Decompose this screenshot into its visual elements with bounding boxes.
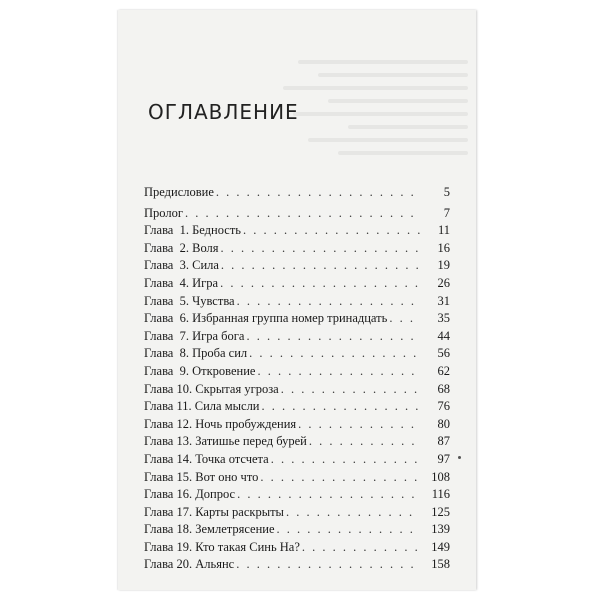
- toc-entry-page: 158: [431, 557, 450, 572]
- toc-entry: [144, 433, 450, 451]
- dot-leader: [302, 539, 420, 557]
- toc-entry-label: Пролог: [144, 205, 183, 220]
- toc-entry-label: Глава 18. Землетрясение: [144, 522, 275, 537]
- toc-entry-label: Глава 15. Вот оно что: [144, 469, 259, 484]
- toc-entry: [144, 275, 450, 293]
- toc-entry-page: 11: [437, 223, 450, 238]
- toc-entry-page: 87: [437, 434, 450, 449]
- toc-entry-label: Глава 9. Откровение: [144, 363, 256, 378]
- toc-entry-page: 16: [437, 240, 450, 255]
- dot-leader: [281, 381, 420, 399]
- toc-entry: [144, 328, 450, 346]
- toc-entry-label: Глава 13. Затишье перед бурей: [144, 434, 307, 449]
- toc-entry: [144, 310, 450, 328]
- dot-leader: [271, 451, 420, 469]
- toc-entry-label: Глава 8. Проба сил: [144, 346, 248, 361]
- toc-entry-page: 19: [437, 258, 450, 273]
- toc-entry-page: 139: [431, 522, 450, 537]
- toc-entry-page: 80: [437, 416, 450, 431]
- toc-entry-page: 97: [437, 451, 450, 466]
- toc-entry: [144, 398, 450, 416]
- toc-entry: [144, 293, 450, 311]
- toc-entry: [144, 222, 450, 240]
- toc-entry-label: Глава 17. Карты раскрыты: [144, 504, 284, 519]
- toc-entry-label: Глава 20. Альянс: [144, 557, 235, 572]
- toc-entry: [144, 345, 450, 363]
- page-speck: [458, 456, 461, 459]
- toc-entry: [144, 504, 450, 522]
- toc-entry: [144, 381, 450, 399]
- dot-leader: [249, 345, 420, 363]
- toc-entry-label: Глава 1. Бедность: [144, 223, 241, 238]
- toc-entry-label: Глава 6. Избранная группа номер тринадцать: [144, 311, 388, 326]
- toc-entry-page: 68: [437, 381, 450, 396]
- dot-leader: [246, 328, 420, 346]
- toc-entry-label: Глава 19. Кто такая Синь На?: [144, 539, 300, 554]
- dot-leader: [309, 433, 420, 451]
- toc-entry: [144, 556, 450, 574]
- toc-entry-page: 7: [443, 205, 450, 220]
- dot-leader: [216, 184, 420, 202]
- toc-entry-label: Глава 2. Воля: [144, 240, 219, 255]
- toc-entry: [144, 486, 450, 504]
- dot-leader: [262, 398, 421, 416]
- toc-entry: [144, 469, 450, 487]
- toc-entry: [144, 240, 450, 258]
- dot-leader: [257, 363, 420, 381]
- dot-leader: [220, 275, 420, 293]
- dot-leader: [243, 222, 420, 240]
- toc-entry-label: Глава 11. Сила мысли: [144, 399, 260, 414]
- dot-leader: [221, 257, 420, 275]
- toc-entry: [144, 363, 450, 381]
- toc-entry-label: Глава 7. Игра бога: [144, 328, 245, 343]
- toc-entry: [144, 416, 450, 434]
- toc-entry-label: Глава 10. Скрытая угроза: [144, 381, 279, 396]
- toc-entry-page: 116: [431, 487, 450, 502]
- table-of-contents: [144, 184, 450, 574]
- toc-entry-label: Глава 5. Чувства: [144, 293, 235, 308]
- dot-leader: [237, 486, 420, 504]
- toc-entry-label: Глава 16. Допрос: [144, 487, 236, 502]
- page-title: ОГЛАВЛЕНИЕ: [148, 100, 299, 124]
- toc-entry-page: 149: [431, 539, 450, 554]
- toc-entry-page: 44: [437, 328, 450, 343]
- dot-leader: [286, 504, 420, 522]
- dot-leader: [298, 416, 420, 434]
- dot-leader: [260, 469, 420, 487]
- dot-leader: [237, 293, 420, 311]
- dot-leader: [236, 556, 420, 574]
- toc-entry-label: Глава 4. Игра: [144, 275, 219, 290]
- toc-entry-label: Глава 12. Ночь пробуждения: [144, 416, 297, 431]
- toc-entry: [144, 451, 450, 469]
- toc-entry-page: 31: [437, 293, 450, 308]
- dot-leader: [277, 521, 420, 539]
- toc-entry-page: 76: [437, 399, 450, 414]
- toc-entry-page: 26: [437, 275, 450, 290]
- toc-entry: [144, 257, 450, 275]
- toc-entry: [144, 184, 450, 202]
- toc-entry-label: Глава 3. Сила: [144, 258, 219, 273]
- toc-entry-label: Предисловие: [144, 185, 214, 199]
- toc-entry-page: 35: [437, 311, 450, 326]
- toc-entry-page: 56: [437, 346, 450, 361]
- dot-leader: [185, 205, 420, 223]
- dot-leader: [221, 240, 420, 258]
- book-page: [118, 10, 476, 590]
- toc-entry-page: 5: [443, 185, 450, 199]
- toc-entry: [144, 521, 450, 539]
- toc-entry-page: 62: [437, 363, 450, 378]
- dot-leader: [389, 310, 420, 328]
- toc-entry-label: Глава 14. Точка отсчета: [144, 451, 269, 466]
- toc-entry-page: 125: [431, 504, 450, 519]
- toc-entry: [144, 205, 450, 223]
- toc-entry-page: 108: [431, 469, 450, 484]
- toc-entry: [144, 539, 450, 557]
